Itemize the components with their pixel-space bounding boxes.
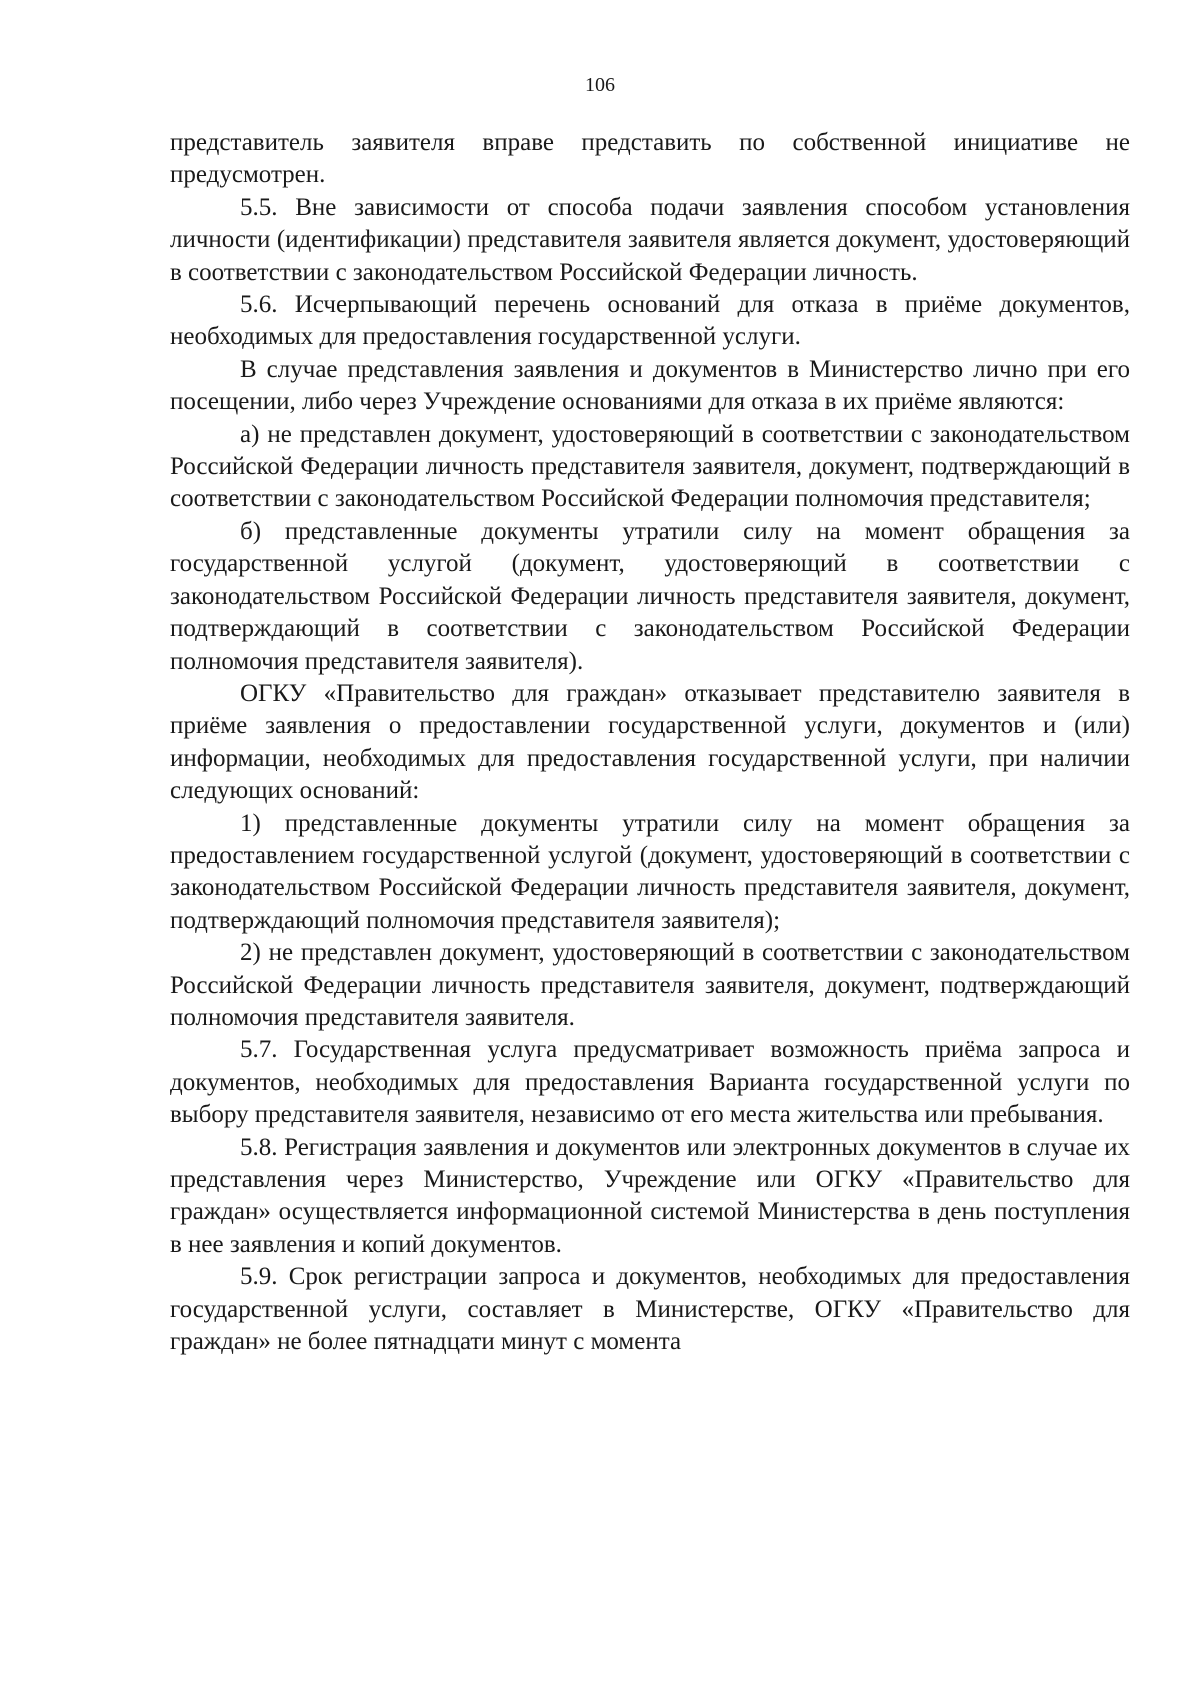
paragraph-5-7: 5.7. Государственная услуга предусматривает возможность приёма запроса и документов, необходимых для предоставления Варианта государственной услуги по выбору представителя заявителя, независимо от его места жительства или пребывания. [170, 1036, 1130, 1129]
list-item-a: а) не представлен документ, удостоверяющий в соответствии с законодательством Российской Федерации личность представителя заявителя, документ, подтверждающий в соответствии с законодательством Российской Федерации полномочия представителя; [170, 420, 1130, 513]
paragraph-5-8: 5.8. Регистрация заявления и документов или электронных документов в случае их представления через Министерство, Учреждение или ОГКУ «Правительство для граждан» осуществляется информационной системой Министерства в день поступления в нее заявления и копий документов. [170, 1133, 1130, 1258]
paragraph-5-9: 5.9. Срок регистрации запроса и документов, необходимых для предоставления государственной услуги, составляет в Министерстве, ОГКУ «Правительство для граждан» не более пятнадцати минут с момента [170, 1263, 1130, 1356]
page-number: 106 [585, 74, 615, 96]
body-text [170, 127, 1130, 1358]
paragraph-5-6: 5.6. Исчерпывающий перечень оснований для отказа в приёме документов, необходимых для предоставления государственной услуги. [170, 291, 1130, 351]
paragraph-5-5: 5.5. Вне зависимости от способа подачи заявления способом установления личности (идентификации) представителя заявителя является документ, удостоверяющий в соответствии с законодательством Российской Федерации личность. [170, 193, 1130, 286]
list-item-1: 1) представленные документы утратили силу на момент обращения за предоставлением государственной услугой (документ, удостоверяющий в соответствии с законодательством Российской Федерации личность представителя заявителя, документ, подтверждающий полномочия представителя заявителя); [170, 809, 1130, 934]
list-item-2: 2) не представлен документ, удостоверяющий в соответствии с законодательством Российской Федерации личность представителя заявителя, документ, подтверждающий полномочия представителя заявителя. [170, 939, 1130, 1031]
paragraph-continuation: представитель заявителя вправе представить по собственной инициативе не предусмотрен. [170, 129, 1130, 189]
paragraph-ogku-refusal-intro: ОГКУ «Правительство для граждан» отказывает представителю заявителя в приёме заявления о предоставлении государственной услуги, документов и (или) информации, необходимых для предоставления государственной услуги, при наличии следующих оснований: [170, 679, 1130, 805]
paragraph-refusal-grounds-intro: В случае представления заявления и документов в Министерство лично при его посещении, либо через Учреждение основаниями для отказа в их приёме являются: [170, 355, 1130, 416]
list-item-b: б) представленные документы утратили силу на момент обращения за государственной услугой (документ, удостоверяющий в соответствии с законодательством Российской Федерации личность представителя заявителя, документ, подтверждающий в соответствии с законодательством Российской Федерации полномочия представителя заявителя). [170, 517, 1130, 675]
